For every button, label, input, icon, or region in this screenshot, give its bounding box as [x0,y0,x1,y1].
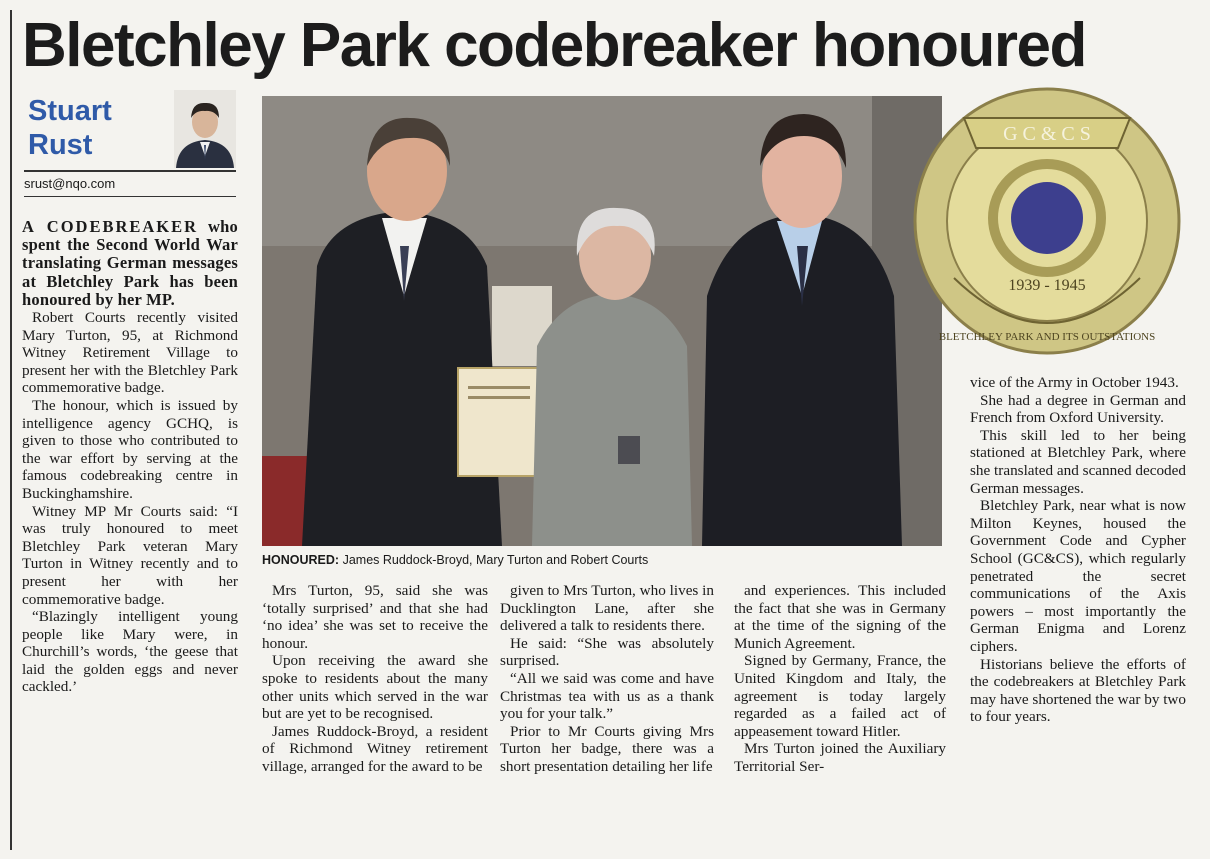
badge-years: 1939 - 1945 [1008,277,1086,294]
article-column-1 [22,218,238,696]
author-last-name: Rust [28,129,93,161]
badge-top-text: G C & C S [1003,123,1091,145]
paragraph: Prior to Mr Courts giving Mrs Turton her badge, there was a short presentation detailing her life [500,722,714,775]
author-headshot [174,90,236,168]
byline [24,90,239,200]
gccs-badge [904,78,1190,360]
author-email: srust@nqo.com [24,176,116,191]
lead-text: who spent the Second World War translating German messages at Bletchley Park has been honoured by her MP. [22,217,238,309]
paragraph: vice of the Army in October 1943. [970,374,1179,391]
paragraph: given to Mrs Turton, who lives in Ducklington Lane, after she delivered a talk to residents there. [500,582,714,635]
article-column-3 [500,582,714,776]
headline: Bletchley Park codebreaker honoured [22,11,1086,80]
paragraph: “Blazingly intelligent young people like Mary were, in Churchill’s words, ‘the geese that laid the golden eggs and never cackled.’ [22,608,238,696]
paragraph: Upon receiving the award she spoke to residents about the many other units which served in the war but are yet to be recognised. [262,652,488,723]
byline-rule [24,170,236,172]
paragraph: Mrs Turton, 95, said she was ‘totally surprised’ and that she had ‘no idea’ she was set to receive the honour. [262,582,488,652]
paragraph: Historians believe the efforts of the codebreakers at Bletchley Park may have shortened the war by two to four years. [970,655,1186,726]
paragraph: Witney MP Mr Courts said: “I was truly honoured to meet Bletchley Park veteran Mary Turton in Witney recently and to present her with her commemorative badge. [22,502,238,608]
paragraph: James Ruddock-Broyd, a resident of Richmond Witney retirement village, arranged for the award to be [262,722,488,775]
author-name [28,94,168,162]
photo-caption [262,553,942,567]
paragraph: The honour, which is issued by intelligence agency GCHQ, is given to those who contributed to the war effort by serving at the famous codebreaking centre in Buckinghamshire. [22,396,238,502]
lead-paragraph [22,218,238,309]
article-column-4 [734,582,946,776]
badge-ring-text: BLETCHLEY PARK AND ITS OUTSTATIONS [938,331,1156,343]
paragraph: Signed by Germany, France, the United Kingdom and Italy, the agreement is today largely regarded as a failed act of appeasement toward Hitler. [734,652,946,740]
paragraph: Robert Courts recently visited Mary Turton, 95, at Richmond Witney Retirement Village to present her with the Bletchley Park commemorative badge. [22,309,238,397]
lead-drop-words: A CODEBREAKER [22,217,199,236]
article-column-2 [262,582,488,776]
article-column-5 [970,374,1186,726]
paragraph: Mrs Turton joined the Auxiliary Territorial Ser- [734,740,946,775]
byline-rule-bottom [24,196,236,197]
paragraph: He said: “She was absolutely surprised. [500,634,714,670]
left-rule [10,10,12,850]
article-photo [262,96,942,546]
caption-label: HONOURED: [262,553,340,567]
paragraph: “All we said was come and have Christmas tea with us as a thank you for your talk.” [500,669,714,723]
caption-text: James Ruddock-Broyd, Mary Turton and Robert Courts [342,553,649,567]
paragraph: and experiences. This included the fact that she was in Germany at the time of the signing of the Munich Agreement. [734,582,946,652]
paragraph: She had a degree in German and French from Oxford University. [970,391,1186,427]
author-first-name: Stuart [28,95,112,127]
paragraph: Bletchley Park, near what is now Milton Keynes, housed the Government Code and Cypher School (GC&CS), which regularly penetrated the secret communications of the Axis powers – most importantly the German Enigma and Lorenz ciphers. [970,497,1186,655]
paragraph: This skill led to her being stationed at Bletchley Park, where she translated and scanned decoded German messages. [970,426,1186,497]
